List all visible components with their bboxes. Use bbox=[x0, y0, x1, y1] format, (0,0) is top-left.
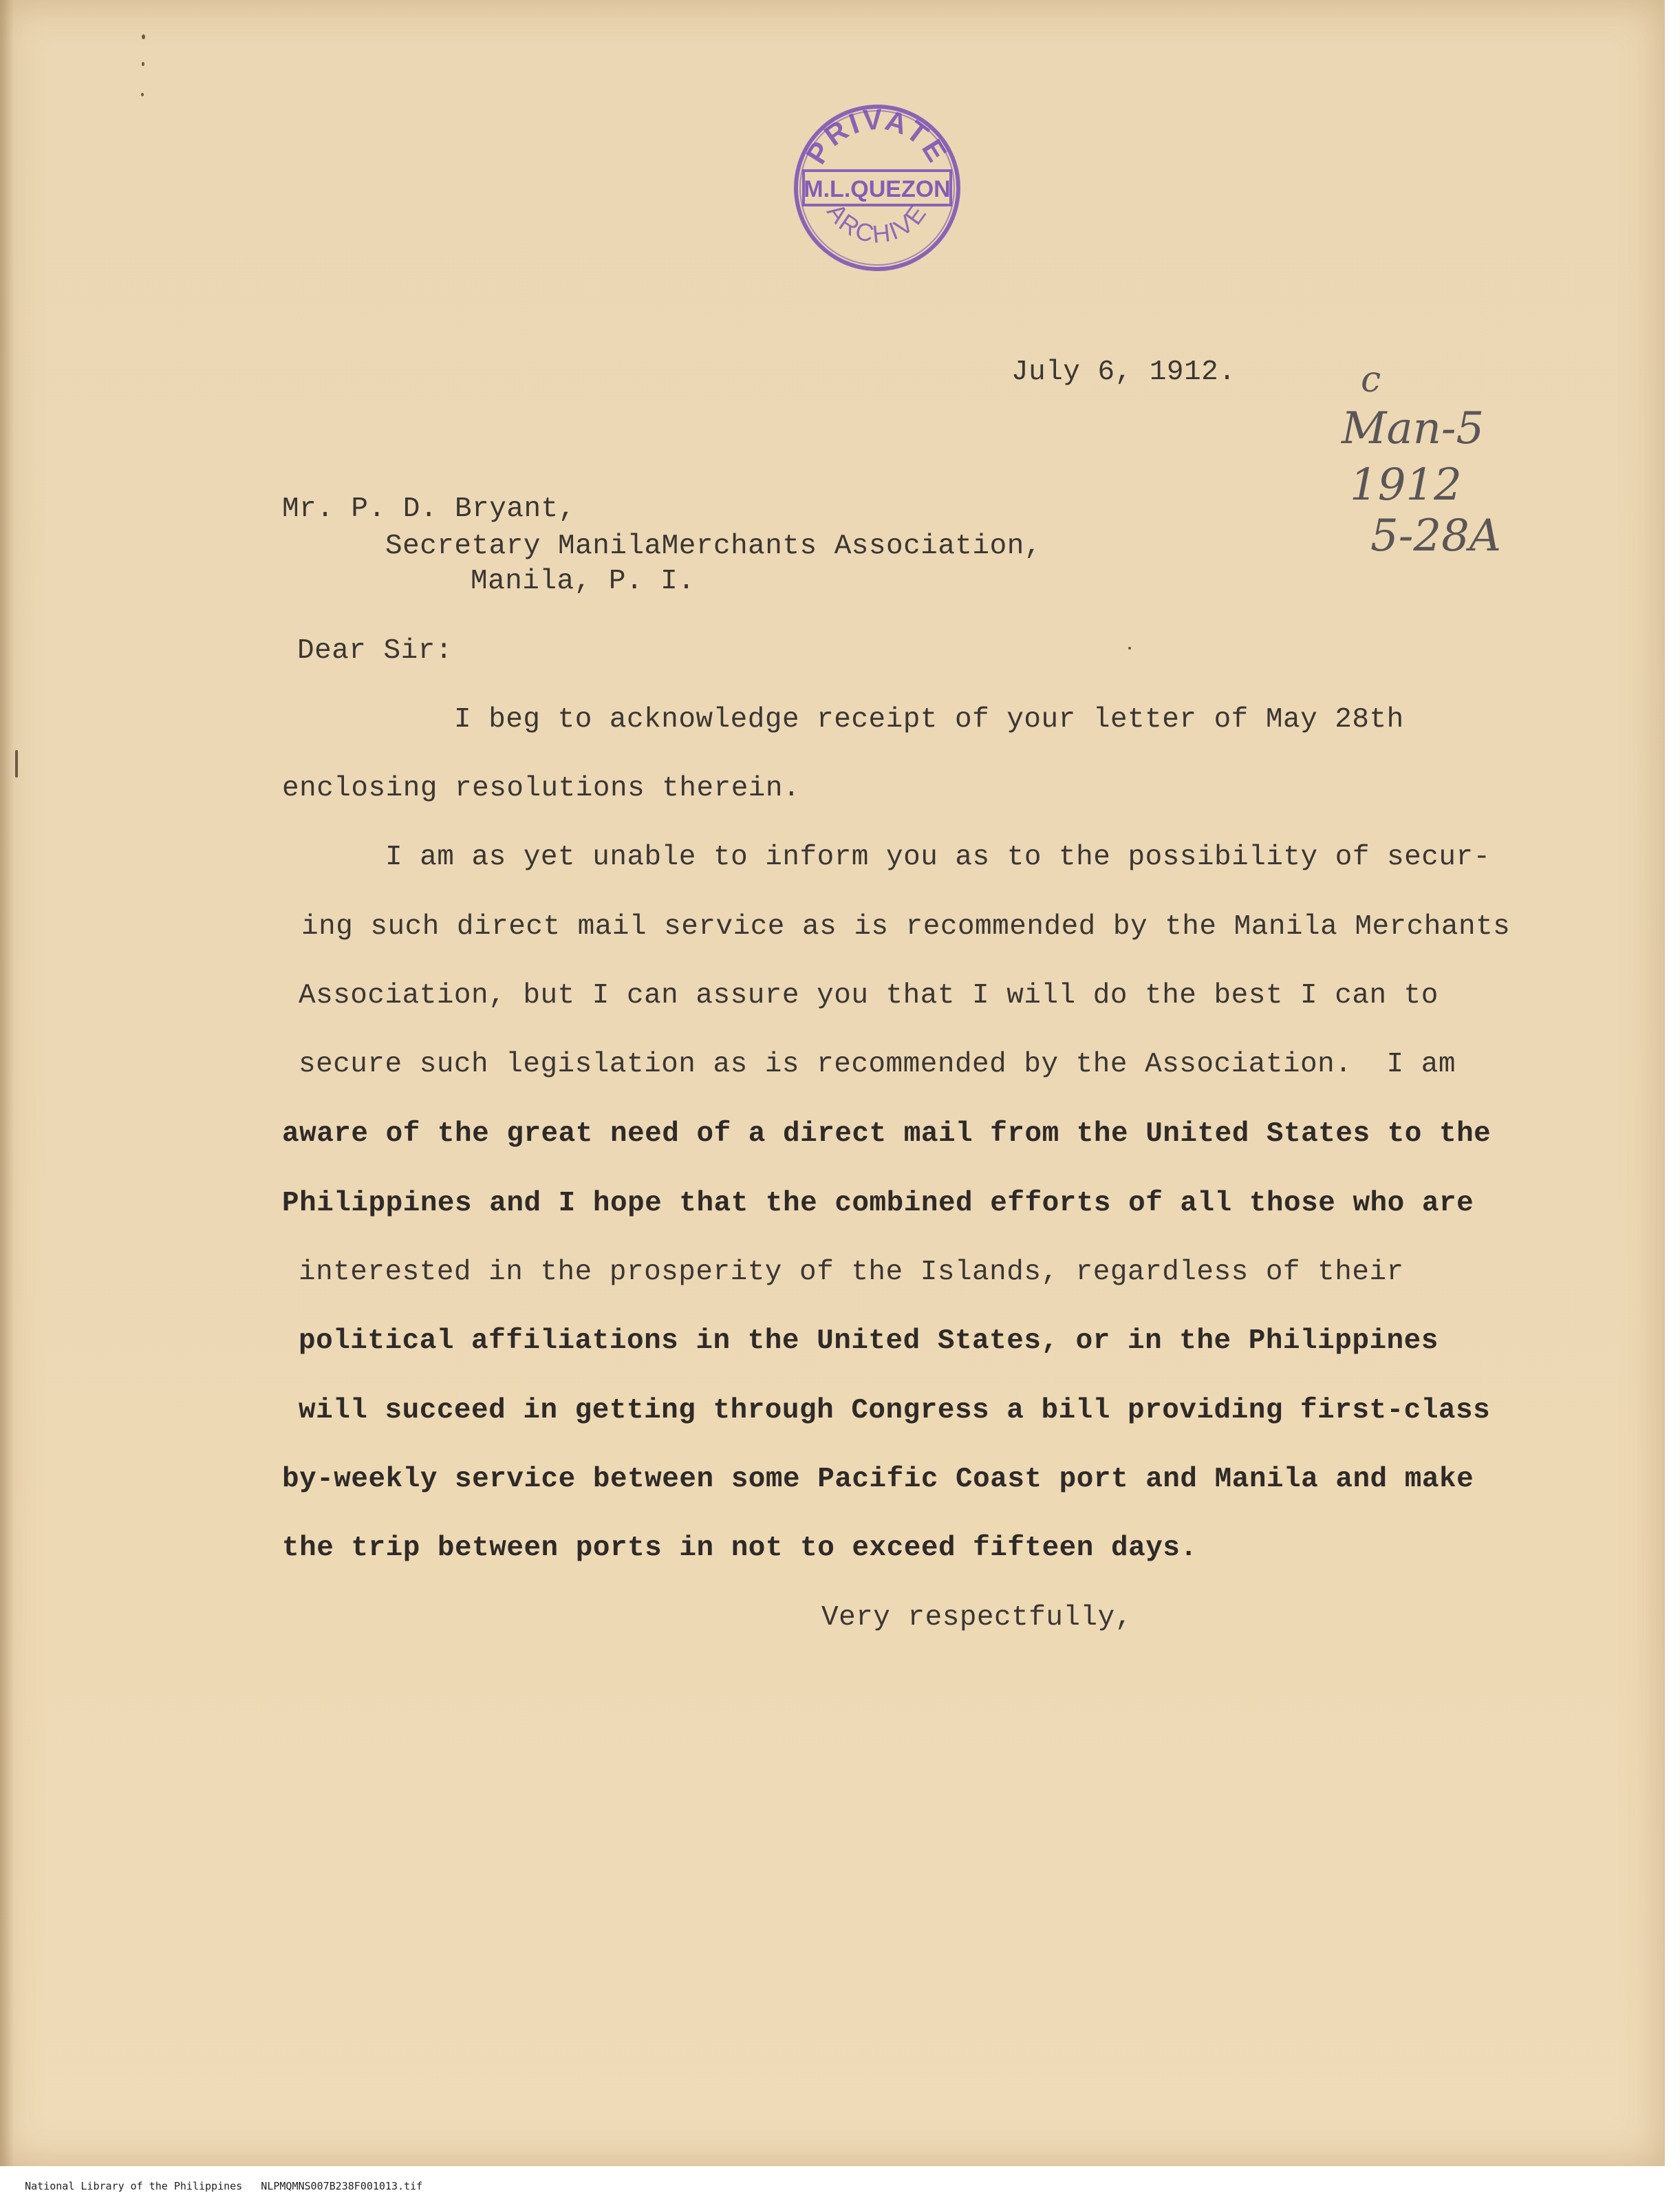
handwritten-annotation-line: c bbox=[1361, 359, 1381, 400]
paragraph-2-line: by-weekly service between some Pacific Coast port and Manila and make bbox=[282, 1464, 1474, 1495]
paragraph-2-line: the trip between ports in not to exceed fifteen days. bbox=[282, 1532, 1198, 1564]
paragraph-2-line: aware of the great need of a direct mail from the United States to the bbox=[282, 1118, 1491, 1150]
stamp-top-text: PRIVATE bbox=[799, 103, 955, 170]
paragraph-2-line: I am as yet unable to inform you as to the possibility of secur- bbox=[385, 842, 1491, 873]
stamp-bottom-text: ARCHIVE bbox=[821, 197, 933, 249]
recipient-name: Mr. P. D. Bryant, bbox=[282, 493, 576, 525]
paragraph-2-line: political affiliations in the United States, or in the Philippines bbox=[299, 1325, 1439, 1357]
footer-source: National Library of the Philippines bbox=[25, 2180, 243, 2192]
scan-footer bbox=[0, 2168, 422, 2193]
paper-speck bbox=[142, 62, 144, 66]
letter-date: July 6, 1912. bbox=[1011, 356, 1236, 388]
paper-speck bbox=[15, 750, 18, 778]
paragraph-2-line: will succeed in getting through Congress a bill providing first-class bbox=[299, 1395, 1491, 1426]
paragraph-2-line: ing such direct mail service as is recommended by the Manila Merchants bbox=[301, 911, 1511, 943]
paper-edge-shadow bbox=[0, 0, 14, 2166]
footer-filename: NLPMQMNS007B238F001013.tif bbox=[261, 2180, 423, 2192]
paragraph-1-line: I beg to acknowledge receipt of your letter of May 28th bbox=[454, 704, 1404, 736]
paragraph-2-line: Philippines and I hope that the combined efforts of all those who are bbox=[282, 1188, 1474, 1219]
paragraph-2-line: secure such legislation as is recommended by the Association. I am bbox=[299, 1049, 1456, 1080]
handwritten-annotation-line: 1912 bbox=[1350, 460, 1462, 511]
paragraph-2-line: Association, but I can assure you that I will do the best I can to bbox=[299, 980, 1439, 1012]
paper-speck bbox=[141, 93, 144, 96]
handwritten-annotation-line: 5-28A bbox=[1370, 511, 1501, 561]
svg-text:PRIVATE bbox=[799, 103, 955, 169]
salutation: Dear Sir: bbox=[297, 635, 453, 667]
recipient-location: Manila, P. I. bbox=[471, 566, 696, 597]
stamp-center-text: M.L.QUEZON bbox=[804, 176, 951, 202]
paper-speck bbox=[1128, 647, 1131, 650]
paragraph-2-line: interested in the prosperity of the Islands, regardless of their bbox=[299, 1256, 1404, 1288]
closing: Very respectfully, bbox=[821, 1602, 1132, 1634]
paper-speck bbox=[142, 34, 145, 39]
archive-stamp bbox=[791, 102, 963, 274]
paragraph-1-line: enclosing resolutions therein. bbox=[282, 773, 801, 804]
handwritten-annotation-line: Man-5 bbox=[1342, 403, 1485, 454]
recipient-title: Secretary ManilaMerchants Association, bbox=[385, 531, 1042, 562]
